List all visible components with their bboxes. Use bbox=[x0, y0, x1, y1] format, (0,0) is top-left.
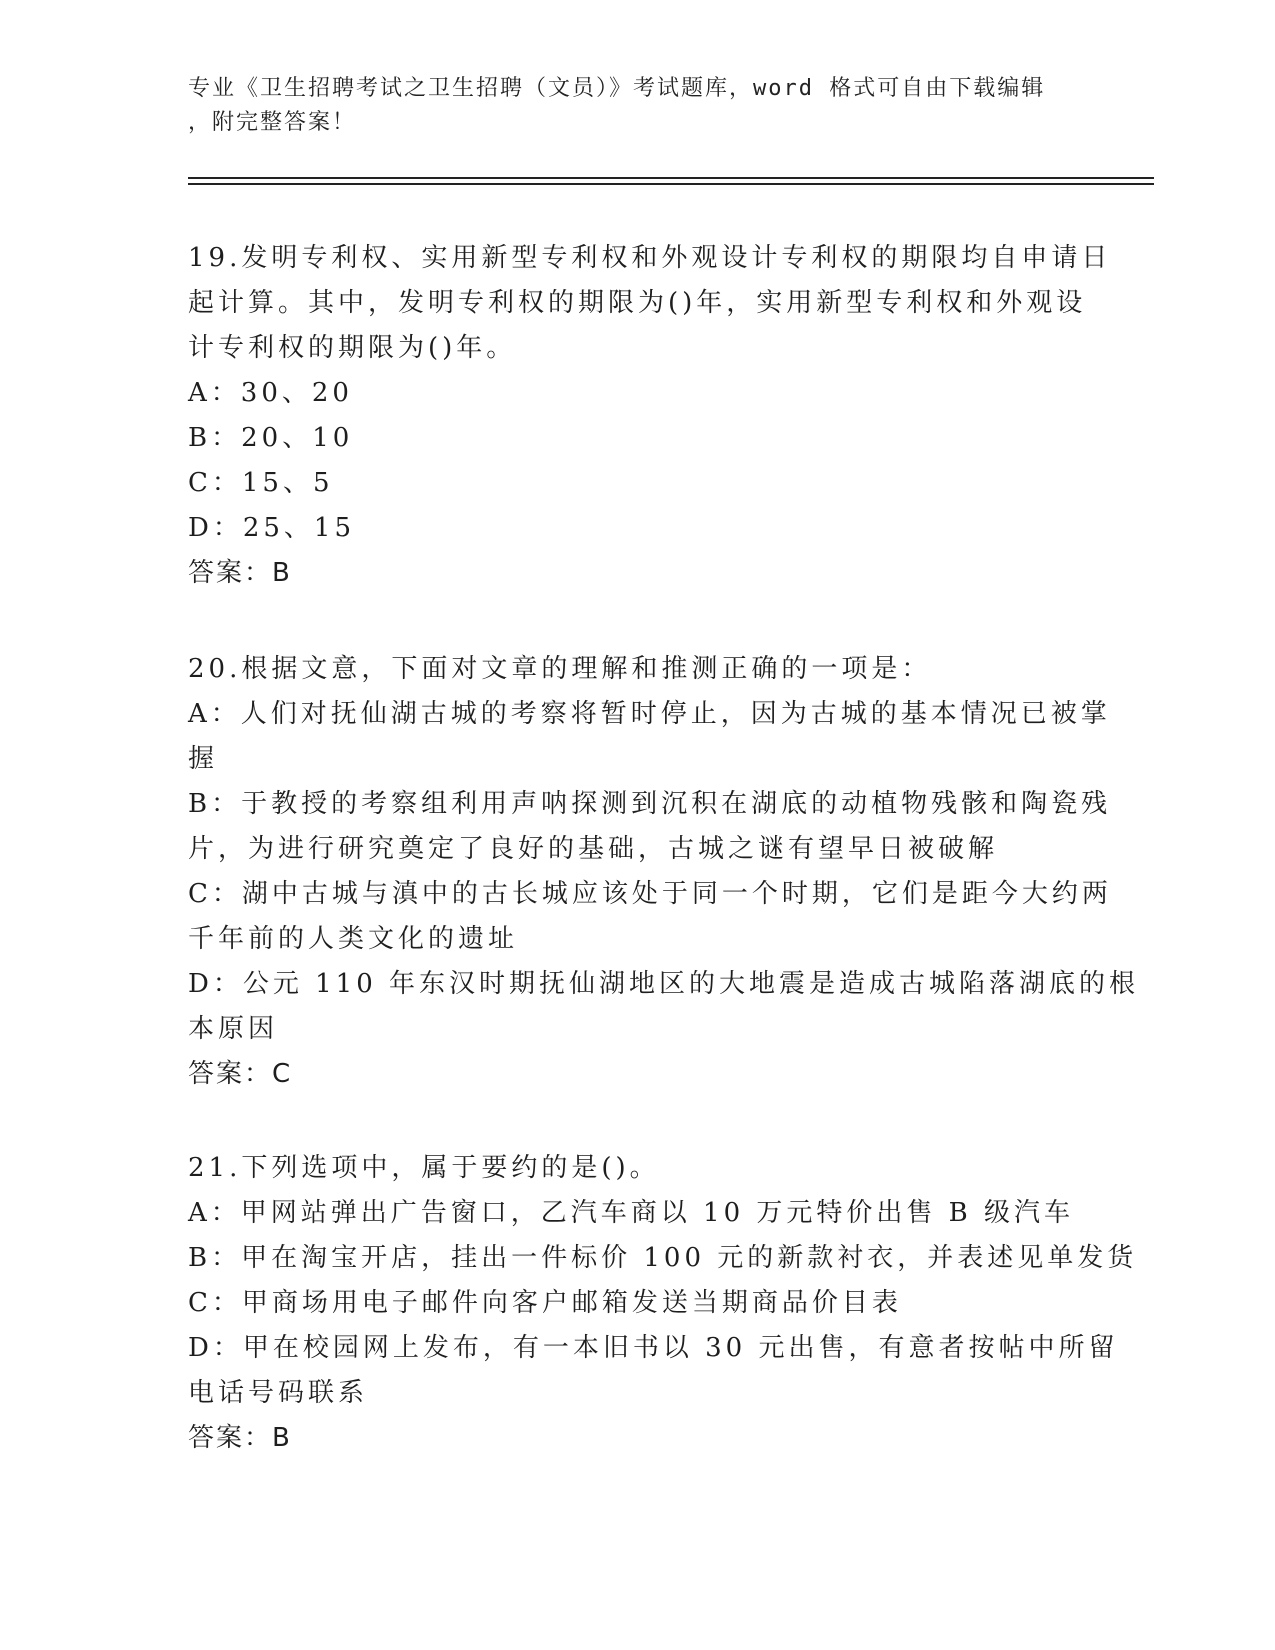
option-d-continued: 电话号码联系 bbox=[188, 1378, 369, 1408]
answer-label: 答案：B bbox=[188, 1423, 292, 1453]
question-stem-line: 21.下列选项中，属于要约的是()。 bbox=[188, 1153, 660, 1183]
question-19 bbox=[188, 236, 1112, 596]
header-line-2: ，附完整答案！ bbox=[188, 110, 357, 135]
option-c: C：15、5 bbox=[188, 468, 334, 498]
header-divider-bottom bbox=[188, 183, 1154, 185]
question-20 bbox=[188, 647, 1140, 1097]
option-d: D：公元 110 年东汉时期抚仙湖地区的大地震是造成古城陷落湖底的根 bbox=[188, 969, 1140, 999]
option-d-continued: 本原因 bbox=[188, 1014, 279, 1044]
question-stem-line: 20.根据文意，下面对文章的理解和推测正确的一项是： bbox=[188, 654, 932, 684]
option-d: D：25、15 bbox=[188, 513, 356, 543]
question-stem-line: 起计算。其中，发明专利权的期限为()年，实用新型专利权和外观设 bbox=[188, 288, 1087, 318]
question-21 bbox=[188, 1146, 1138, 1461]
option-b-continued: 片，为进行研究奠定了良好的基础，古城之谜有望早日被破解 bbox=[188, 834, 999, 864]
option-b: B：甲在淘宝开店，挂出一件标价 100 元的新款衬衣，并表述见单发货 bbox=[188, 1243, 1138, 1273]
option-c: C：甲商场用电子邮件向客户邮箱发送当期商品价目表 bbox=[188, 1288, 902, 1318]
answer-label: 答案：B bbox=[188, 558, 292, 588]
option-a: A：人们对抚仙湖古城的考察将暂时停止，因为古城的基本情况已被掌 bbox=[188, 699, 1111, 729]
option-a-continued: 握 bbox=[188, 744, 219, 774]
answer-label: 答案：C bbox=[188, 1059, 293, 1089]
option-b: B：于教授的考察组利用声呐探测到沉积在湖底的动植物残骸和陶瓷残 bbox=[188, 789, 1112, 819]
document-header bbox=[188, 72, 1068, 140]
option-b: B：20、10 bbox=[188, 423, 354, 453]
question-stem-line: 19.发明专利权、实用新型专利权和外观设计专利权的期限均自申请日 bbox=[188, 243, 1112, 273]
header-divider-top bbox=[188, 177, 1154, 179]
option-d: D：甲在校园网上发布，有一本旧书以 30 元出售，有意者按帖中所留 bbox=[188, 1333, 1119, 1363]
option-a: A：30、20 bbox=[188, 378, 353, 408]
option-c: C：湖中古城与滇中的古长城应该处于同一个时期，它们是距今大约两 bbox=[188, 879, 1112, 909]
header-line-1: 专业《卫生招聘考试之卫生招聘（文员）》考试题库，word 格式可自由下载编辑 bbox=[188, 76, 1046, 101]
question-stem-line: 计专利权的期限为()年。 bbox=[188, 333, 517, 363]
option-a: A：甲网站弹出广告窗口，乙汽车商以 10 万元特价出售 B 级汽车 bbox=[188, 1198, 1075, 1228]
option-c-continued: 千年前的人类文化的遗址 bbox=[188, 924, 519, 954]
